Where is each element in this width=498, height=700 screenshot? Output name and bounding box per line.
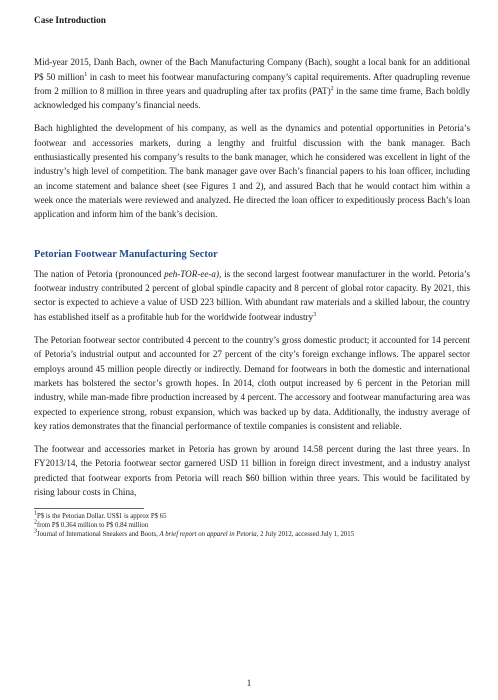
intro-p1-text-b: in cash to meet his footwear manufacturing company’s capital requirements. After quadrupling revenue from 2 million to 8 million in three years and quadrupling after tax profits (PAT): [34, 71, 470, 96]
footnote-2-mark: 2: [34, 520, 37, 527]
sector-paragraph-1: [34, 267, 470, 324]
intro-p1-text-a: Mid-year 2015, Danh Bach, owner of the Bach Manufacturing Company (Bach), sought a local bank for an additional P$ 50 million: [34, 57, 470, 82]
footnote-3-text-b: , 2 July 2012, accessed July 1, 2015: [256, 531, 355, 539]
intro-paragraph-1: [34, 55, 470, 112]
sector-p1-text-b: , is the second largest footwear manufacturer in the world. Petoria’s footwear industry contributed 2 percent of global spindle capacity and 8 percent of global rotor capacity. By 2021, this sector is expected to achieve a value of USD 223 billion. With abundant raw materials and a skilled labour, the country has established itself as a profitable hub for the worldwide footwear industry: [34, 268, 470, 322]
sector-paragraph-2: The Petorian footwear sector contributed 4 percent to the country’s gross domestic product; it accounted for 14 percent of Petoria’s industrial output and accounted for 27 percent of the city’s foreign exchange inflows. The apparel sector employs around 45 million people directly or indirectly. Demand for footwears in both the domestic and international markets has bolstered the sector’s growth hopes. In 2014, cloth output increased by 6 percent in the Petorian mill industry, while man-made fibre production increased by 4 percent. The accessory and footwear manufacturing area was expected to experience strong, robust expansion, which was backed up by data. Additionally, the industry average of key ratios demonstrates that the financial performance of textile companies is consistent and reliable.: [34, 335, 470, 431]
footnote-ref-2: 2: [330, 85, 334, 92]
footnote-3-text-a: Journal of International Sneakers and Boots,: [37, 531, 160, 539]
pronunciation: peh-TOR-ee-a): [164, 268, 220, 279]
footnote-ref-3: 3: [313, 311, 317, 318]
footnote-2: [34, 520, 149, 530]
footnotes: [34, 508, 355, 539]
intro-p1-text-c: in the same time frame, Bach boldly acknowledged his company’s financial needs.: [34, 85, 470, 111]
footnote-ref-1: 1: [84, 71, 88, 78]
footnote-1-text: P$ is the Petorian Dollar. US$1 is approx P$ 65: [37, 513, 167, 521]
footnote-1-mark: 1: [34, 511, 37, 518]
footnote-1: [34, 511, 167, 521]
case-introduction-heading: Case Introduction: [34, 16, 106, 26]
footnote-3: [34, 529, 355, 539]
page-number: 1: [246, 678, 252, 688]
sector-heading: Petorian Footwear Manufacturing Sector: [34, 248, 218, 260]
footnote-2-text: from P$ 0.364 million to P$ 0.84 million: [37, 522, 149, 530]
intro-paragraph-2: Bach highlighted the development of his company, as well as the dynamics and potential opportunities in Petoria’s footwear and accessories markets, during a lengthy and fruitful discussion with the bank manager. Bach enthusiastically presented his company’s results to the bank manager, which he considered was excellent in light of the industry’s high level of competition. The bank manager gave over Bach’s financial papers to his loan officer, including an income statement and balance sheet (see Figures 1 and 2), and assured Bach that he would contact him within a week once the materials were reviewed and analyzed. He directed the loan officer to expeditiously process Bach’s loan application and inform him of the bank’s decision.: [34, 123, 470, 220]
footnote-3-title: A brief report on apparel in Petoria: [159, 531, 257, 539]
footnote-3-mark: 3: [34, 529, 37, 536]
sector-p1-text-a: The nation of Petoria (pronounced: [34, 268, 165, 279]
sector-paragraph-3: The footwear and accessories market in Petoria has grown by around 14.58 percent during the last three years. In FY2013/14, the Petoria footwear sector garnered USD 11 billion in foreign direct investment, and a industry analyst predicted that footwear exports from Petoria will reach $60 billion within three years. This would be facilitated by rising labour costs in China,: [34, 444, 470, 498]
